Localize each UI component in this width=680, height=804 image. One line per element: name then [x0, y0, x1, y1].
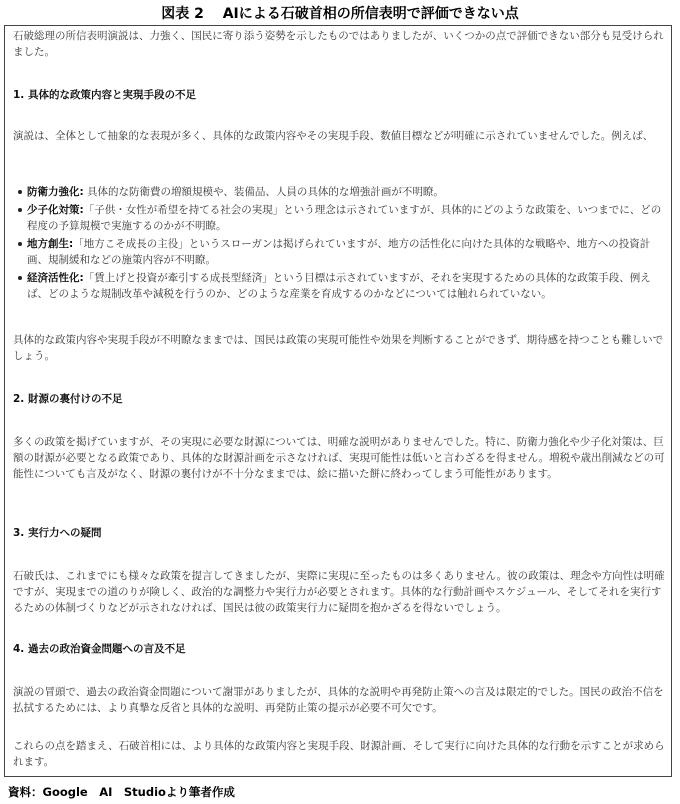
intro-paragraph: 石破総理の所信表明演説は、力強く、国民に寄り添う姿勢を示したものではありましたが、いくつかの点で評価できない部分も見受けられました。 — [13, 30, 664, 58]
section-3-body: 石破氏は、これまでにも様々な政策を提言してきましたが、実際に実現に至ったものは多くありません。彼の政策は、理念や方向性は明確ですが、実現までの道のりが険しく、政治的な調整力や実行力が必要とされます。具体的な行動計画やスケジュール、そしてそれを実行するための体制づくりなどが示されなければ、国民は彼の政策実行力に疑問を抱かざるを得ないでしょう。 — [13, 570, 665, 614]
bullet-defense — [5, 184, 669, 200]
section-4-body: 演説の冒頭で、過去の政治資金問題について謝罪がありましたが、具体的な説明や再発防止策への言及は限定的でした。国民の政治不信を払拭するためには、より真摯な反省と具体的な説明、再発防止策の提示が必要不可欠です。 — [13, 686, 664, 714]
bullet-text: 具体的な防衛費の増額規模や、装備品、人員の具体的な増強計画が不明瞭。 — [83, 186, 444, 198]
section-2-body: 多くの政策を掲げていますが、その実現に必要な財源については、明確な説明がありませんでした。特に、防衛力強化や少子化対策は、巨額の財源が必要となる政策であり、具体的な財源計画を示さなければ、実現可能性は低いと言わざるを得ません。増税や歳出削減などの可能性についても言及がなく、財源の裏付けが不十分なままでは、絵に描いた餅に終わってしまう可能性があります。 — [13, 436, 665, 480]
section-1-bullet-list — [5, 184, 669, 302]
bullet-term: 経済活性化: — [27, 272, 84, 284]
bullet-term: 少子化対策: — [27, 204, 84, 216]
source-note: 資料：Google AI Studioより筆者作成 — [8, 785, 235, 799]
bullet-regional — [5, 236, 669, 268]
closing-paragraph: これらの点を踏まえ、石破首相には、より具体的な政策内容と実現手段、財源計画、そして実行に向けた具体的な行動を示すことが求められます。 — [13, 740, 665, 768]
bullet-term: 地方創生: — [27, 238, 74, 250]
section-3-heading: 3. 実行力への疑問 — [13, 527, 102, 539]
bullet-birthrate — [5, 202, 669, 234]
bullet-text: 「地方こそ成長の主役」というスローガンは掲げられていますが、地方の活性化に向けた具体的な戦略や、地方への投資計画、規制緩和などの施策内容が不明瞭。 — [27, 238, 651, 266]
document-frame — [4, 25, 672, 777]
section-1-conclusion: 具体的な政策内容や実現手段が不明瞭なままでは、国民は政策の実現可能性や効果を判断することができず、期待感を持つことも難しいでしょう。 — [13, 334, 664, 362]
bullet-term: 防衛力強化: — [27, 186, 84, 198]
bullet-text: 「賃上げと投資が牽引する成長型経済」という目標は示されていますが、それを実現するための具体的な政策手段、例えば、どのような規制改革や減税を行うのか、どのような産業を育成するのかなどについては触れられていない。 — [27, 272, 651, 300]
section-2-heading: 2. 財源の裏付けの不足 — [13, 393, 123, 405]
section-4-heading: 4. 過去の政治資金問題への言及不足 — [13, 643, 186, 655]
bullet-economy — [5, 270, 669, 302]
figure-title: 図表 2 AIによる石破首相の所信表明で評価できない点 — [161, 6, 519, 22]
section-1-heading: 1. 具体的な政策内容と実現手段の不足 — [13, 89, 196, 101]
section-1-lead: 演説は、全体として抽象的な表現が多く、具体的な政策内容やその実現手段、数値目標などが明確に示されていませんでした。例えば、 — [13, 130, 654, 142]
bullet-text: 「子供・女性が希望を持てる社会の実現」という理念は示されていますが、具体的にどのような政策を、いつまでに、どの程度の予算規模で実施するのかが不明瞭。 — [27, 204, 662, 232]
